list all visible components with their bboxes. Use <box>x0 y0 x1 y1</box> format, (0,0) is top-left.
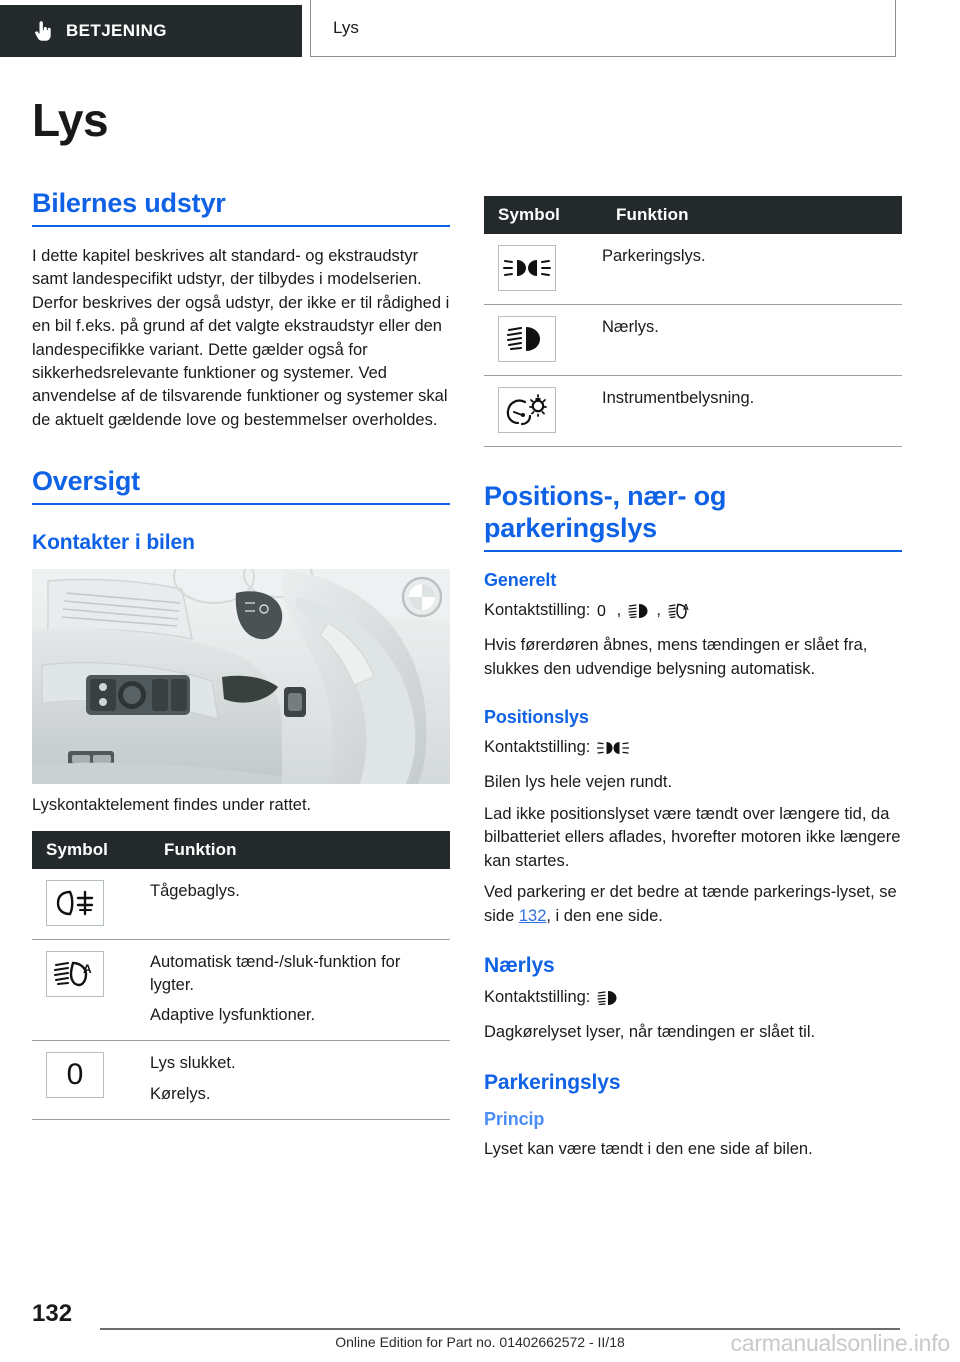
automatic-headlight-control-icon <box>46 951 104 997</box>
chapter-tab-label: BETJENING <box>66 21 167 40</box>
table-row <box>32 1041 450 1119</box>
switch-position-label: Kontaktstilling: <box>484 600 591 619</box>
lights-off-zero-icon <box>597 602 610 626</box>
heading-bilernes-udstyr: Bilernes udstyr <box>32 188 450 227</box>
function-line: Automatisk tænd-/sluk-funktion for lygter. <box>150 953 401 995</box>
page-number: 132 <box>32 1300 73 1327</box>
automatic-headlight-control-icon <box>668 603 692 626</box>
low-beam-icon <box>628 603 650 626</box>
symbol-cell <box>484 234 602 305</box>
heading-princip: Princip <box>484 1108 545 1129</box>
function-cell <box>150 1041 450 1119</box>
positionslys-paragraph-2: Lad ikke positionslyset være tændt over længere tid, da bilbatteriet ellers aflades, hvorefter motoren ikke længere kan startes. <box>484 804 901 870</box>
heading-parkeringslys: Parkeringslys <box>484 1070 621 1094</box>
sidelight-parking-light-icon <box>597 740 629 763</box>
svg-text:A: A <box>83 962 92 977</box>
table-row <box>484 305 902 376</box>
paragraph-text-before: Ved parkering er det bedre at tænde parkerings-lyset, se side <box>484 883 897 925</box>
right-symbol-table <box>484 196 902 447</box>
column-header-funktion: Funktion <box>602 196 902 234</box>
switch-position-label: Kontaktstilling: <box>484 987 591 1006</box>
function-line: Lys slukket. <box>150 1054 236 1073</box>
naerlys-switch-position <box>484 986 902 1013</box>
page-reference-link[interactable]: 132 <box>518 906 547 925</box>
section-tab-label: Lys <box>333 18 359 37</box>
positionslys-switch-position <box>484 736 902 763</box>
rear-fog-light-icon <box>46 880 104 926</box>
column-header-funktion: Funktion <box>150 831 450 869</box>
heading-oversigt: Oversigt <box>32 466 450 505</box>
column-header-symbol: Symbol <box>484 196 602 234</box>
right-column <box>484 196 902 1161</box>
symbol-cell <box>484 305 602 376</box>
paragraph-text-after: , i den ene side. <box>546 906 663 925</box>
function-line: Parkeringslys. <box>602 247 706 265</box>
table-row <box>32 869 450 940</box>
page-header <box>0 0 960 62</box>
table-row <box>32 940 450 1041</box>
heading-positionslys: Positionslys <box>484 706 589 727</box>
car-interior-illustration <box>32 569 450 784</box>
edition-note: Online Edition for Part no. 01402662572 - II/18 <box>335 1334 625 1350</box>
table-header-row <box>484 196 902 234</box>
heading-kontakter-i-bilen: Kontakter i bilen <box>32 531 195 555</box>
symbol-cell <box>484 376 602 447</box>
low-beam-icon <box>597 990 619 1013</box>
symbol-cell <box>32 869 150 940</box>
switch-position-label: Kontaktstilling: <box>484 737 591 756</box>
generelt-switch-position: Kontaktstilling: 0 , , A <box>484 599 902 626</box>
pointing-hand-icon <box>34 20 52 42</box>
function-line: Tågebaglys. <box>150 882 240 901</box>
function-cell <box>602 305 902 376</box>
heading-naerlys: Nærlys <box>484 953 555 977</box>
svg-text:A: A <box>682 602 689 612</box>
function-cell <box>602 376 902 447</box>
lights-off-zero-icon: 0 <box>46 1052 104 1098</box>
table-row <box>484 376 902 447</box>
watermark: carmanualsonline.info <box>730 1330 950 1356</box>
function-cell <box>150 940 450 1041</box>
positionslys-paragraph-1: Bilen lys hele vejen rundt. <box>484 773 673 792</box>
section-tab[interactable] <box>310 0 896 57</box>
function-line: Nærlys. <box>602 318 659 336</box>
left-column <box>32 188 450 1120</box>
chapter-tab[interactable] <box>0 5 302 57</box>
svg-text:0: 0 <box>596 602 606 619</box>
heading-generelt: Generelt <box>484 569 557 590</box>
naerlys-paragraph: Dagkørelyset lyser, når tændingen er slået til. <box>484 1023 816 1042</box>
illustration-caption: Lyskontaktelement findes under rattet. <box>32 796 312 815</box>
function-line: Instrumentbelysning. <box>602 389 755 407</box>
intro-paragraph: I dette kapitel beskrives alt standard- og ekstraudstyr samt landespecifikt udstyr, der tilbydes i modelserien. Derfor beskrives der også udstyr, der ikke er til rådighed i en bil f.eks. på grund af det valgte ekstraudstyr eller den landespecifikke variant. Dette gælder også for sikkerhedsrelevante funktioner og systemer. Ved anvendelse af de tilsvarende funktioner og systemer skal de aktuelt gældende love og bestemmelser overholdes. <box>32 246 450 429</box>
princip-paragraph: Lyset kan være tændt i den ene side af bilen. <box>484 1139 813 1158</box>
function-cell <box>150 869 450 940</box>
column-header-symbol: Symbol <box>32 831 150 869</box>
table-header-row <box>32 831 450 869</box>
left-symbol-table <box>32 831 450 1119</box>
function-cell <box>602 234 902 305</box>
page-title: Lys <box>32 94 109 146</box>
heading-positions-naer-og-parkeringslys: Positions-, nær- og parkeringslys <box>484 481 902 552</box>
instrument-lighting-icon <box>498 387 556 433</box>
sidelight-parking-light-icon <box>498 245 556 291</box>
symbol-cell <box>32 940 150 1041</box>
positionslys-paragraph-3 <box>484 881 902 928</box>
function-line: Adaptive lysfunktioner. <box>150 1006 316 1025</box>
low-beam-icon <box>498 316 556 362</box>
generelt-paragraph: Hvis førerdøren åbnes, mens tændingen er slået fra, slukkes den udvendige belysning automatisk. <box>484 636 868 678</box>
function-line: Kørelys. <box>150 1084 211 1103</box>
table-row <box>484 234 902 305</box>
symbol-cell <box>32 1041 150 1119</box>
